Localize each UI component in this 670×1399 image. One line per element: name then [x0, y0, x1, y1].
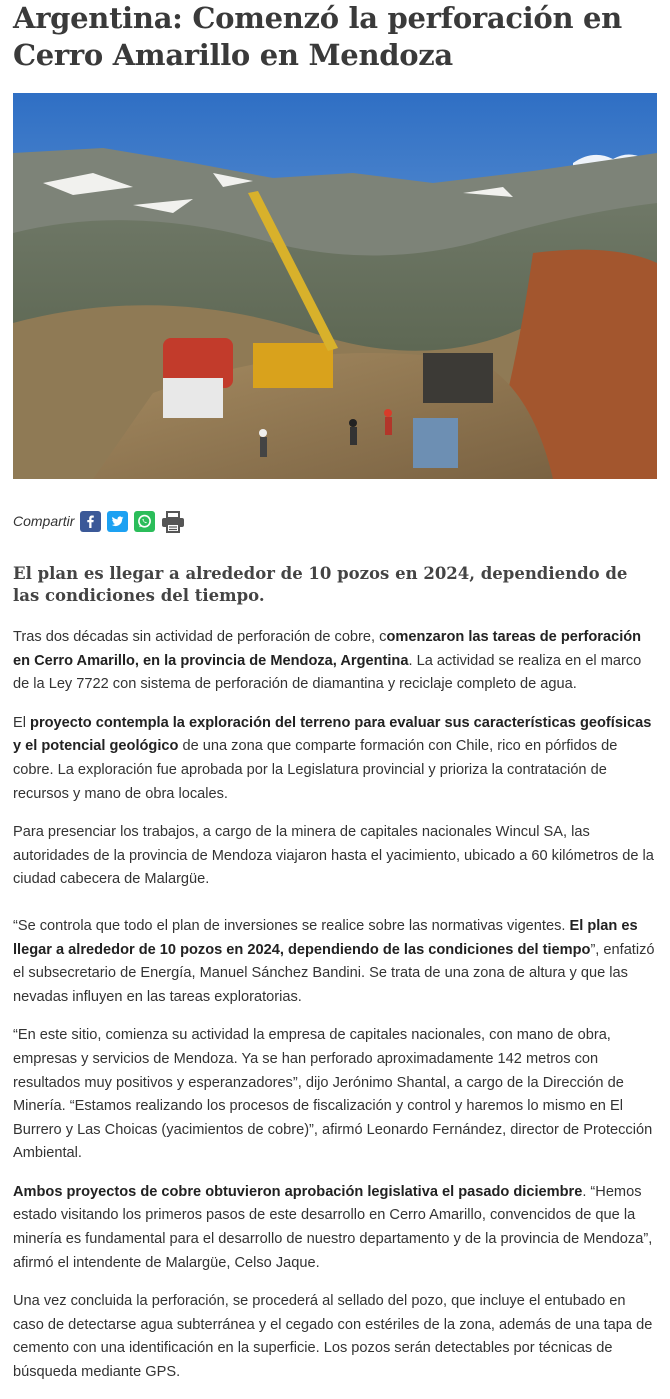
- title-line-1: Argentina: Comenzó la perforación en: [13, 1, 622, 35]
- twitter-icon[interactable]: [107, 511, 128, 532]
- paragraph-6: [13, 1181, 657, 1275]
- p6-bold: Ambos proyectos de cobre obtuvieron aprobación legislativa el pasado diciembre: [13, 1183, 583, 1200]
- print-icon[interactable]: [161, 511, 185, 532]
- p4-bold: El plan es llegar a alrededor de 10 pozos en 2024, dependiendo de las condiciones del tiempo: [13, 917, 638, 958]
- p2-text-c: de una zona que comparte formación con Chile, rico en pórfidos de cobre. La exploración fue aprobada por la Legislatura provincial y prioriza la contratación de recursos y mano de obra locales.: [13, 738, 618, 802]
- p4-text-a: “Se controla que todo el plan de inversiones se realice sobre las normativas vigentes.: [13, 917, 570, 934]
- drilling-site-photo: [13, 93, 657, 479]
- p2-text-a: El: [13, 714, 31, 731]
- title-line-2: Cerro Amarillo en Mendoza: [13, 38, 453, 72]
- paragraph-2: [13, 712, 657, 806]
- share-label: Compartir: [13, 513, 75, 529]
- share-bar: [13, 509, 657, 533]
- paragraph-4: [13, 915, 657, 1009]
- paragraph-1: [13, 626, 657, 697]
- p1-bold: omenzaron las tareas de perforación en Cerro Amarillo, en la provincia de Mendoza, Argentina: [13, 629, 642, 669]
- p6-text-c: . “Hemos estado visitando los primeros pasos de este desarrollo en Cerro Amarillo, convencidos de que la minería es fundamental para el desarrollo de nuestro departamento y de la provincia de Mendoza”, afirmó el intendente de Malargüe, Celso Jaque.: [13, 1183, 653, 1271]
- p1-text-a: Tras dos décadas sin actividad de perforación de cobre, c: [13, 629, 387, 645]
- p1-text-c: . La actividad se realiza en el marco de la Ley 7722 con sistema de perforación de diamantina y reciclaje completo de agua.: [13, 652, 642, 693]
- paragraph-3: Para presenciar los trabajos, a cargo de la minera de capitales nacionales Wincul SA, las autoridades de la provincia de Mendoza viajaron hasta el yacimiento, ubicado a 60 kilómetros de la ciudad cabecera de Malargüe.: [13, 824, 654, 888]
- hero-photo: [13, 93, 657, 479]
- facebook-icon[interactable]: [80, 511, 101, 532]
- article-subtitle: El plan es llegar a alrededor de 10 pozos en 2024, dependiendo de las condiciones del tiempo.: [13, 564, 628, 605]
- p4-text-c: ”, enfatizó el subsecretario de Energía, Manuel Sánchez Bandini. Se trata de una zona de altura y que las nevadas influyen en las tareas exploratorias.: [13, 941, 655, 1005]
- paragraph-7: Una vez concluida la perforación, se procederá al sellado del pozo, que incluye el entubado en caso de detectarse agua subterránea y el cegado con estériles de la zona, además de una tapa de cemento con una identificación en la superficie. Los pozos serán detectables por técnicas de búsqueda mediante GPS.: [13, 1293, 653, 1381]
- paragraph-5: “En este sitio, comienza su actividad la empresa de capitales nacionales, con mano de obra, empresas y servicios de Mendoza. Ya se han perforado aproximadamente 142 metros con resultados muy positivos y esperanzadores”, dijo Jerónimo Shantal, a cargo de la Dirección de Minería. “Estamos realizando los procesos de fiscalización y control y haremos lo mismo en El Burrero y Las Choicas (yacimientos de cobre)”, afirmó Leonardo Fernández, director de Protección Ambiental.: [13, 1027, 653, 1162]
- p2-bold: proyecto contempla la exploración del terreno para evaluar sus características geofísicas y el potencial geológico: [13, 714, 652, 755]
- whatsapp-icon[interactable]: [134, 511, 155, 532]
- article-title: [13, 0, 657, 74]
